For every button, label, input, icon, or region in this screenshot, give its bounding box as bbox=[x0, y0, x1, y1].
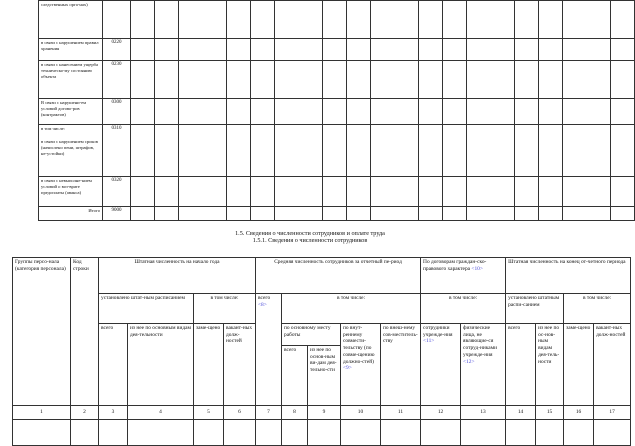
empty-cell bbox=[323, 61, 347, 99]
empty-cell bbox=[563, 177, 611, 207]
empty-cell bbox=[155, 177, 179, 207]
empty-cell bbox=[419, 1, 443, 39]
empty-cell bbox=[179, 177, 227, 207]
empty-cell bbox=[419, 61, 443, 99]
empty-cell bbox=[467, 1, 515, 39]
empty-cell bbox=[539, 39, 563, 61]
empty-cell bbox=[611, 1, 635, 39]
row-label: Итого bbox=[39, 207, 103, 221]
table-row bbox=[39, 39, 635, 61]
header-main-types-start: из нее по основным видам дея-тельности bbox=[128, 324, 194, 406]
empty-cell bbox=[371, 99, 419, 125]
empty-cell bbox=[419, 177, 443, 207]
header-established: установлено штат-ным расписанием bbox=[99, 294, 194, 324]
empty-cell bbox=[308, 420, 341, 446]
row-label: следственных орга-нах) bbox=[39, 1, 103, 39]
header-avg-total: всего <8> bbox=[256, 294, 282, 406]
empty-cell bbox=[515, 125, 539, 177]
empty-cell bbox=[194, 420, 224, 446]
empty-cell bbox=[131, 177, 155, 207]
empty-cell bbox=[515, 99, 539, 125]
empty-cell bbox=[563, 125, 611, 177]
empty-cell bbox=[611, 177, 635, 207]
column-number: 16 bbox=[564, 406, 594, 420]
empty-cell bbox=[347, 39, 371, 61]
empty-cell bbox=[251, 39, 275, 61]
row-code: 9000 bbox=[103, 207, 131, 221]
footnote-10: <10> bbox=[471, 265, 483, 272]
header-main-types-end: из нее по ос-нов-ным видам дея-тель-ности bbox=[536, 324, 564, 406]
empty-cell bbox=[611, 39, 635, 61]
empty-cell bbox=[371, 39, 419, 61]
empty-cell bbox=[155, 125, 179, 177]
empty-cell bbox=[539, 207, 563, 221]
header-incl-civil: в том числе: bbox=[421, 294, 506, 324]
empty-cell bbox=[564, 420, 594, 446]
empty-cell bbox=[594, 420, 631, 446]
column-number: 9 bbox=[308, 406, 341, 420]
empty-cell bbox=[611, 99, 635, 125]
empty-cell bbox=[443, 125, 467, 177]
table-row bbox=[39, 1, 635, 39]
table-row bbox=[39, 125, 635, 177]
header-incl-avg: в том числе: bbox=[282, 294, 421, 324]
section-title: 1.5. Сведения о численности сотрудников и оплате труда bbox=[235, 230, 385, 237]
footnote-11: <11> bbox=[423, 338, 435, 345]
header-code: Код строки bbox=[71, 258, 99, 406]
header-staff-end: Штатная численность на конец от-четного периода bbox=[506, 258, 631, 294]
header-incl-end: в том числе: bbox=[564, 294, 631, 324]
empty-cell bbox=[371, 61, 419, 99]
table-row bbox=[39, 177, 635, 207]
empty-cell bbox=[347, 177, 371, 207]
empty-cell bbox=[256, 420, 282, 446]
empty-cell bbox=[323, 1, 347, 39]
empty-cell bbox=[467, 99, 515, 125]
empty-cell bbox=[506, 420, 536, 446]
empty-cell bbox=[179, 1, 227, 39]
header-all-start: всего bbox=[99, 324, 128, 406]
empty-cell bbox=[323, 99, 347, 125]
empty-cell bbox=[155, 207, 179, 221]
row-label: В связи с нарушени-ем условий догово-ров (контрактов) bbox=[39, 99, 103, 125]
column-number: 12 bbox=[421, 406, 461, 420]
header-filled-end: заме-щено bbox=[564, 324, 594, 406]
row-code: 0310 bbox=[103, 125, 131, 177]
empty-cell bbox=[563, 99, 611, 125]
empty-cell bbox=[13, 420, 71, 446]
row-code: 0300 bbox=[103, 99, 131, 125]
empty-cell bbox=[539, 177, 563, 207]
empty-cell bbox=[275, 1, 323, 39]
empty-cell bbox=[536, 420, 564, 446]
empty-cell bbox=[443, 99, 467, 125]
empty-cell bbox=[275, 125, 323, 177]
column-number: 7 bbox=[256, 406, 282, 420]
row-label-line: в связи с нарушением сроков (начислено пени, штрафов, не-устойки) bbox=[41, 138, 98, 156]
empty-cell bbox=[179, 39, 227, 61]
header-main-types-avg: из нее по основ-ным ви-дам дея-тельно-сти bbox=[308, 346, 341, 406]
empty-cell bbox=[539, 61, 563, 99]
header-staff-start: Штатная численность на начало года bbox=[99, 258, 256, 294]
empty-cell bbox=[467, 61, 515, 99]
header-internal: по внут-реннему совмести-тельству (по совме-щению должно-стей) <9> bbox=[341, 324, 381, 406]
table-row bbox=[39, 99, 635, 125]
empty-cell bbox=[155, 61, 179, 99]
empty-cell bbox=[224, 420, 256, 446]
row-code: 0320 bbox=[103, 177, 131, 207]
row-label bbox=[39, 125, 103, 177]
header-main-place: по основному месту работы bbox=[282, 324, 341, 346]
empty-cell bbox=[131, 61, 155, 99]
empty-cell bbox=[227, 125, 251, 177]
empty-cell bbox=[282, 420, 308, 446]
empty-cell bbox=[323, 207, 347, 221]
row-label-line: в том числе: bbox=[41, 126, 65, 131]
table-row bbox=[39, 207, 635, 221]
empty-cell bbox=[563, 39, 611, 61]
empty-cell bbox=[421, 420, 461, 446]
empty-cell bbox=[155, 99, 179, 125]
empty-cell bbox=[515, 1, 539, 39]
empty-cell bbox=[461, 420, 506, 446]
footnote-8: <8> bbox=[258, 301, 267, 308]
row-label: в связи с невыполне-нием условий о воз-врате предоплаты (аванса) bbox=[39, 177, 103, 207]
column-number: 10 bbox=[341, 406, 381, 420]
column-number: 1 bbox=[13, 406, 71, 420]
empty-cell bbox=[419, 39, 443, 61]
empty-cell bbox=[179, 125, 227, 177]
empty-cell bbox=[131, 39, 155, 61]
header-group: Группы персо-нала (категория персонала) bbox=[13, 258, 71, 406]
header-established-end: установлено штатным распи-санием bbox=[506, 294, 564, 324]
empty-cell bbox=[155, 39, 179, 61]
empty-cell bbox=[419, 125, 443, 177]
empty-cell bbox=[227, 61, 251, 99]
empty-cell bbox=[515, 207, 539, 221]
empty-cell bbox=[371, 125, 419, 177]
section-subtitle: 1.5.1. Сведения о численности сотрудников bbox=[252, 237, 368, 245]
empty-cell bbox=[347, 125, 371, 177]
empty-cell bbox=[251, 99, 275, 125]
empty-cell bbox=[251, 61, 275, 99]
footnote-12: <12> bbox=[463, 358, 475, 365]
column-number: 17 bbox=[594, 406, 631, 420]
section-heading bbox=[0, 230, 620, 245]
empty-cell bbox=[563, 207, 611, 221]
column-number: 5 bbox=[194, 406, 224, 420]
column-number: 6 bbox=[224, 406, 256, 420]
table-row bbox=[39, 61, 635, 99]
empty-cell bbox=[515, 61, 539, 99]
empty-cell bbox=[179, 207, 227, 221]
column-number: 14 bbox=[506, 406, 536, 420]
empty-cell bbox=[275, 99, 323, 125]
empty-cell bbox=[99, 420, 128, 446]
empty-cell bbox=[179, 61, 227, 99]
header-avg: Средняя численность сотрудников за отчетный пе-риод bbox=[256, 258, 421, 294]
header-civil: По договорам граждан-ско-правового характера <10> bbox=[421, 258, 506, 294]
empty-cell bbox=[563, 61, 611, 99]
empty-cell bbox=[275, 177, 323, 207]
empty-data-row bbox=[13, 420, 631, 446]
header-incl-start: в том числе: bbox=[194, 294, 256, 324]
column-number: 2 bbox=[71, 406, 99, 420]
row-label: в связи с нанесением ущерба техническо-му состоянию объекта bbox=[39, 61, 103, 99]
empty-cell bbox=[443, 1, 467, 39]
header-vacant-start: вакант-ных долж-ностей bbox=[224, 324, 256, 406]
empty-cell bbox=[128, 420, 194, 446]
empty-cell bbox=[71, 420, 99, 446]
column-number: 11 bbox=[381, 406, 421, 420]
empty-cell bbox=[275, 207, 323, 221]
header-vacant-end: вакант-ных долж-ностей bbox=[594, 324, 631, 406]
empty-cell bbox=[563, 1, 611, 39]
empty-cell bbox=[323, 125, 347, 177]
empty-cell bbox=[419, 99, 443, 125]
footnote-9: <9> bbox=[343, 365, 352, 372]
header-all-avg: всего bbox=[282, 346, 308, 406]
empty-cell bbox=[467, 39, 515, 61]
empty-cell bbox=[611, 207, 635, 221]
empty-cell bbox=[131, 1, 155, 39]
empty-cell bbox=[467, 177, 515, 207]
empty-cell bbox=[227, 207, 251, 221]
header-all-end: всего bbox=[506, 324, 536, 406]
empty-cell bbox=[155, 1, 179, 39]
row-code bbox=[103, 1, 131, 39]
empty-cell bbox=[443, 177, 467, 207]
row-code: 0220 bbox=[103, 39, 131, 61]
empty-cell bbox=[251, 1, 275, 39]
empty-cell bbox=[323, 39, 347, 61]
empty-cell bbox=[539, 99, 563, 125]
empty-cell bbox=[347, 99, 371, 125]
row-code: 0230 bbox=[103, 61, 131, 99]
empty-cell bbox=[371, 1, 419, 39]
empty-cell bbox=[131, 125, 155, 177]
empty-cell bbox=[515, 177, 539, 207]
empty-cell bbox=[443, 207, 467, 221]
column-number: 3 bbox=[99, 406, 128, 420]
empty-cell bbox=[467, 125, 515, 177]
empty-cell bbox=[251, 207, 275, 221]
empty-cell bbox=[467, 207, 515, 221]
empty-cell bbox=[347, 207, 371, 221]
header-individuals: физические лица, не являющие-ся сотруд-никами учрежде-ния <12> bbox=[461, 324, 506, 406]
column-number: 15 bbox=[536, 406, 564, 420]
empty-cell bbox=[341, 420, 381, 446]
empty-cell bbox=[227, 99, 251, 125]
empty-cell bbox=[131, 99, 155, 125]
empty-cell bbox=[611, 61, 635, 99]
empty-cell bbox=[539, 125, 563, 177]
row-label: в связи с нарушением правил хранения bbox=[39, 39, 103, 61]
empty-cell bbox=[347, 1, 371, 39]
empty-cell bbox=[443, 39, 467, 61]
empty-cell bbox=[443, 61, 467, 99]
empty-cell bbox=[371, 207, 419, 221]
staff-count-table bbox=[12, 257, 631, 446]
column-numbers-row bbox=[13, 406, 631, 420]
empty-cell bbox=[227, 1, 251, 39]
empty-cell bbox=[381, 420, 421, 446]
header-filled-start: заме-щено bbox=[194, 324, 224, 406]
empty-cell bbox=[539, 1, 563, 39]
empty-cell bbox=[347, 61, 371, 99]
empty-cell bbox=[179, 99, 227, 125]
column-number: 13 bbox=[461, 406, 506, 420]
empty-cell bbox=[227, 177, 251, 207]
empty-cell bbox=[371, 177, 419, 207]
header-staff-inst: сотрудники учрежде-ния <11> bbox=[421, 324, 461, 406]
empty-cell bbox=[251, 125, 275, 177]
empty-cell bbox=[227, 39, 251, 61]
empty-cell bbox=[611, 125, 635, 177]
empty-cell bbox=[515, 39, 539, 61]
empty-cell bbox=[275, 61, 323, 99]
header-external: по внеш-нему сов-меститель-ству bbox=[381, 324, 421, 406]
empty-cell bbox=[131, 207, 155, 221]
empty-cell bbox=[323, 177, 347, 207]
empty-cell bbox=[275, 39, 323, 61]
empty-cell bbox=[419, 207, 443, 221]
column-number: 8 bbox=[282, 406, 308, 420]
empty-cell bbox=[251, 177, 275, 207]
column-number: 4 bbox=[128, 406, 194, 420]
continued-table bbox=[38, 0, 635, 221]
